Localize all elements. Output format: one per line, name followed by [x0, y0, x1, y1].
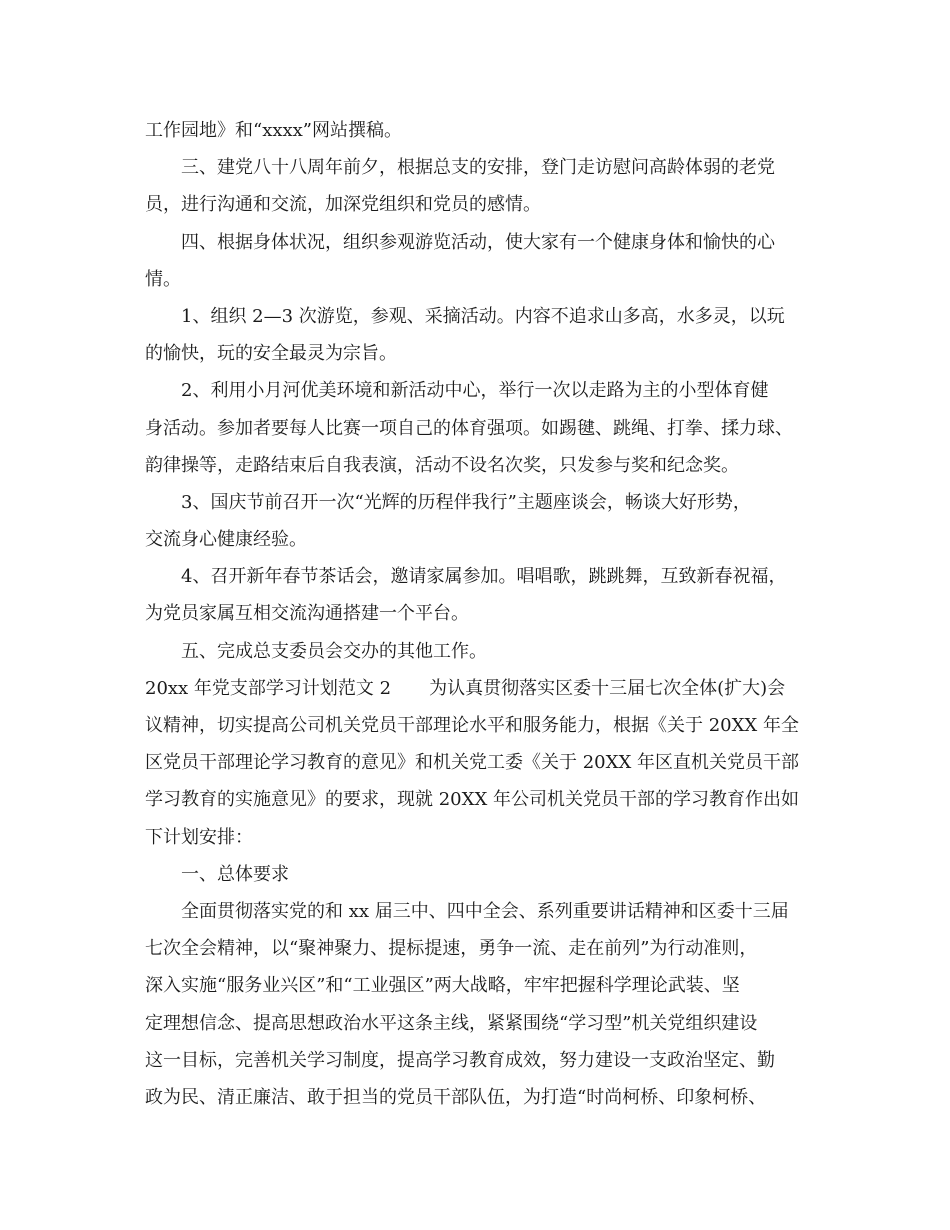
text-line: 定理想信念、提高思想政治水平这条主线，紧紧围绕“学习型”机关党组织建设	[145, 1012, 758, 1034]
text-line: 一、总体要求	[181, 863, 289, 885]
text-line: 下计划安排：	[145, 826, 253, 848]
text-line: 五、完成总支委员会交办的其他工作。	[181, 640, 487, 662]
section-heading: 20xx 年党支部学习计划范文 2	[145, 677, 392, 699]
text-line: 四、根据身体状况，组织参观游览活动，使大家有一个健康身体和愉快的心	[181, 231, 775, 253]
text-line: 区党员干部理论学习教育的意见》和机关党工委《关于 20XX 年区直机关党员干部	[145, 752, 799, 774]
text-line: 工作园地》和“xxxx”网站撰稿。	[145, 120, 403, 141]
text-line: 韵律操等，走路结束后自我表演，活动不设名次奖，只发参与奖和纪念奖。	[145, 454, 739, 476]
text-line: 身活动。参加者要每人比赛一项自己的体育强项。如踢毽、跳绳、打拳、揉力球、	[145, 417, 793, 439]
text-line: 2、利用小月河优美环境和新活动中心，举行一次以走路为主的小型体育健	[181, 380, 769, 402]
document-body	[145, 112, 815, 1116]
text-line: 三、建党八十八周年前夕，根据总支的安排，登门走访慰问高龄体弱的老党	[181, 157, 775, 179]
text-line: 政为民、清正廉洁、敢于担当的党员干部队伍，为打造“时尚柯桥、印象柯桥、	[145, 1086, 767, 1108]
text-line: 3、国庆节前召开一次“光辉的历程伴我行”主题座谈会，畅谈大好形势，	[181, 491, 751, 513]
text-line: 1、组织 2—3 次游览，参观、采摘活动。内容不追求山多高，水多灵，以玩	[181, 305, 785, 327]
text-line: 议精神，切实提高公司机关党员干部理论水平和服务能力，根据《关于 20XX 年全	[145, 715, 799, 736]
section-heading-line	[145, 670, 815, 707]
text-line: 交流身心健康经验。	[145, 529, 307, 551]
text-line: 员，进行沟通和交流，加深党组织和党员的感情。	[145, 194, 541, 216]
text-line: 为党员家属互相交流沟通搭建一个平台。	[145, 603, 469, 625]
text-line: 深入实施“服务业兴区”和“工业强区”两大战略，牢牢把握科学理论武装、坚	[145, 975, 740, 997]
text-line: 这一目标，完善机关学习制度，提高学习教育成效，努力建设一支政治坚定、勤	[145, 1049, 775, 1071]
text-line: 为认真贯彻落实区委十三届七次全体(扩大)会	[429, 677, 786, 699]
text-line: 全面贯彻落实党的和 xx 届三中、四中全会、系列重要讲话精神和区委十三届	[181, 900, 789, 922]
text-line: 七次全会精神，以“聚神聚力、提标提速，勇争一流、走在前列”为行动准则，	[145, 938, 758, 960]
text-line: 的愉快，玩的安全最灵为宗旨。	[145, 343, 397, 365]
text-line: 4、召开新年春节茶话会，邀请家属参加。唱唱歌，跳跳舞，互致新春祝福，	[181, 566, 787, 588]
text-line: 情。	[145, 268, 181, 290]
text-line: 学习教育的实施意见》的要求，现就 20XX 年公司机关党员干部的学习教育作出如	[145, 789, 799, 811]
